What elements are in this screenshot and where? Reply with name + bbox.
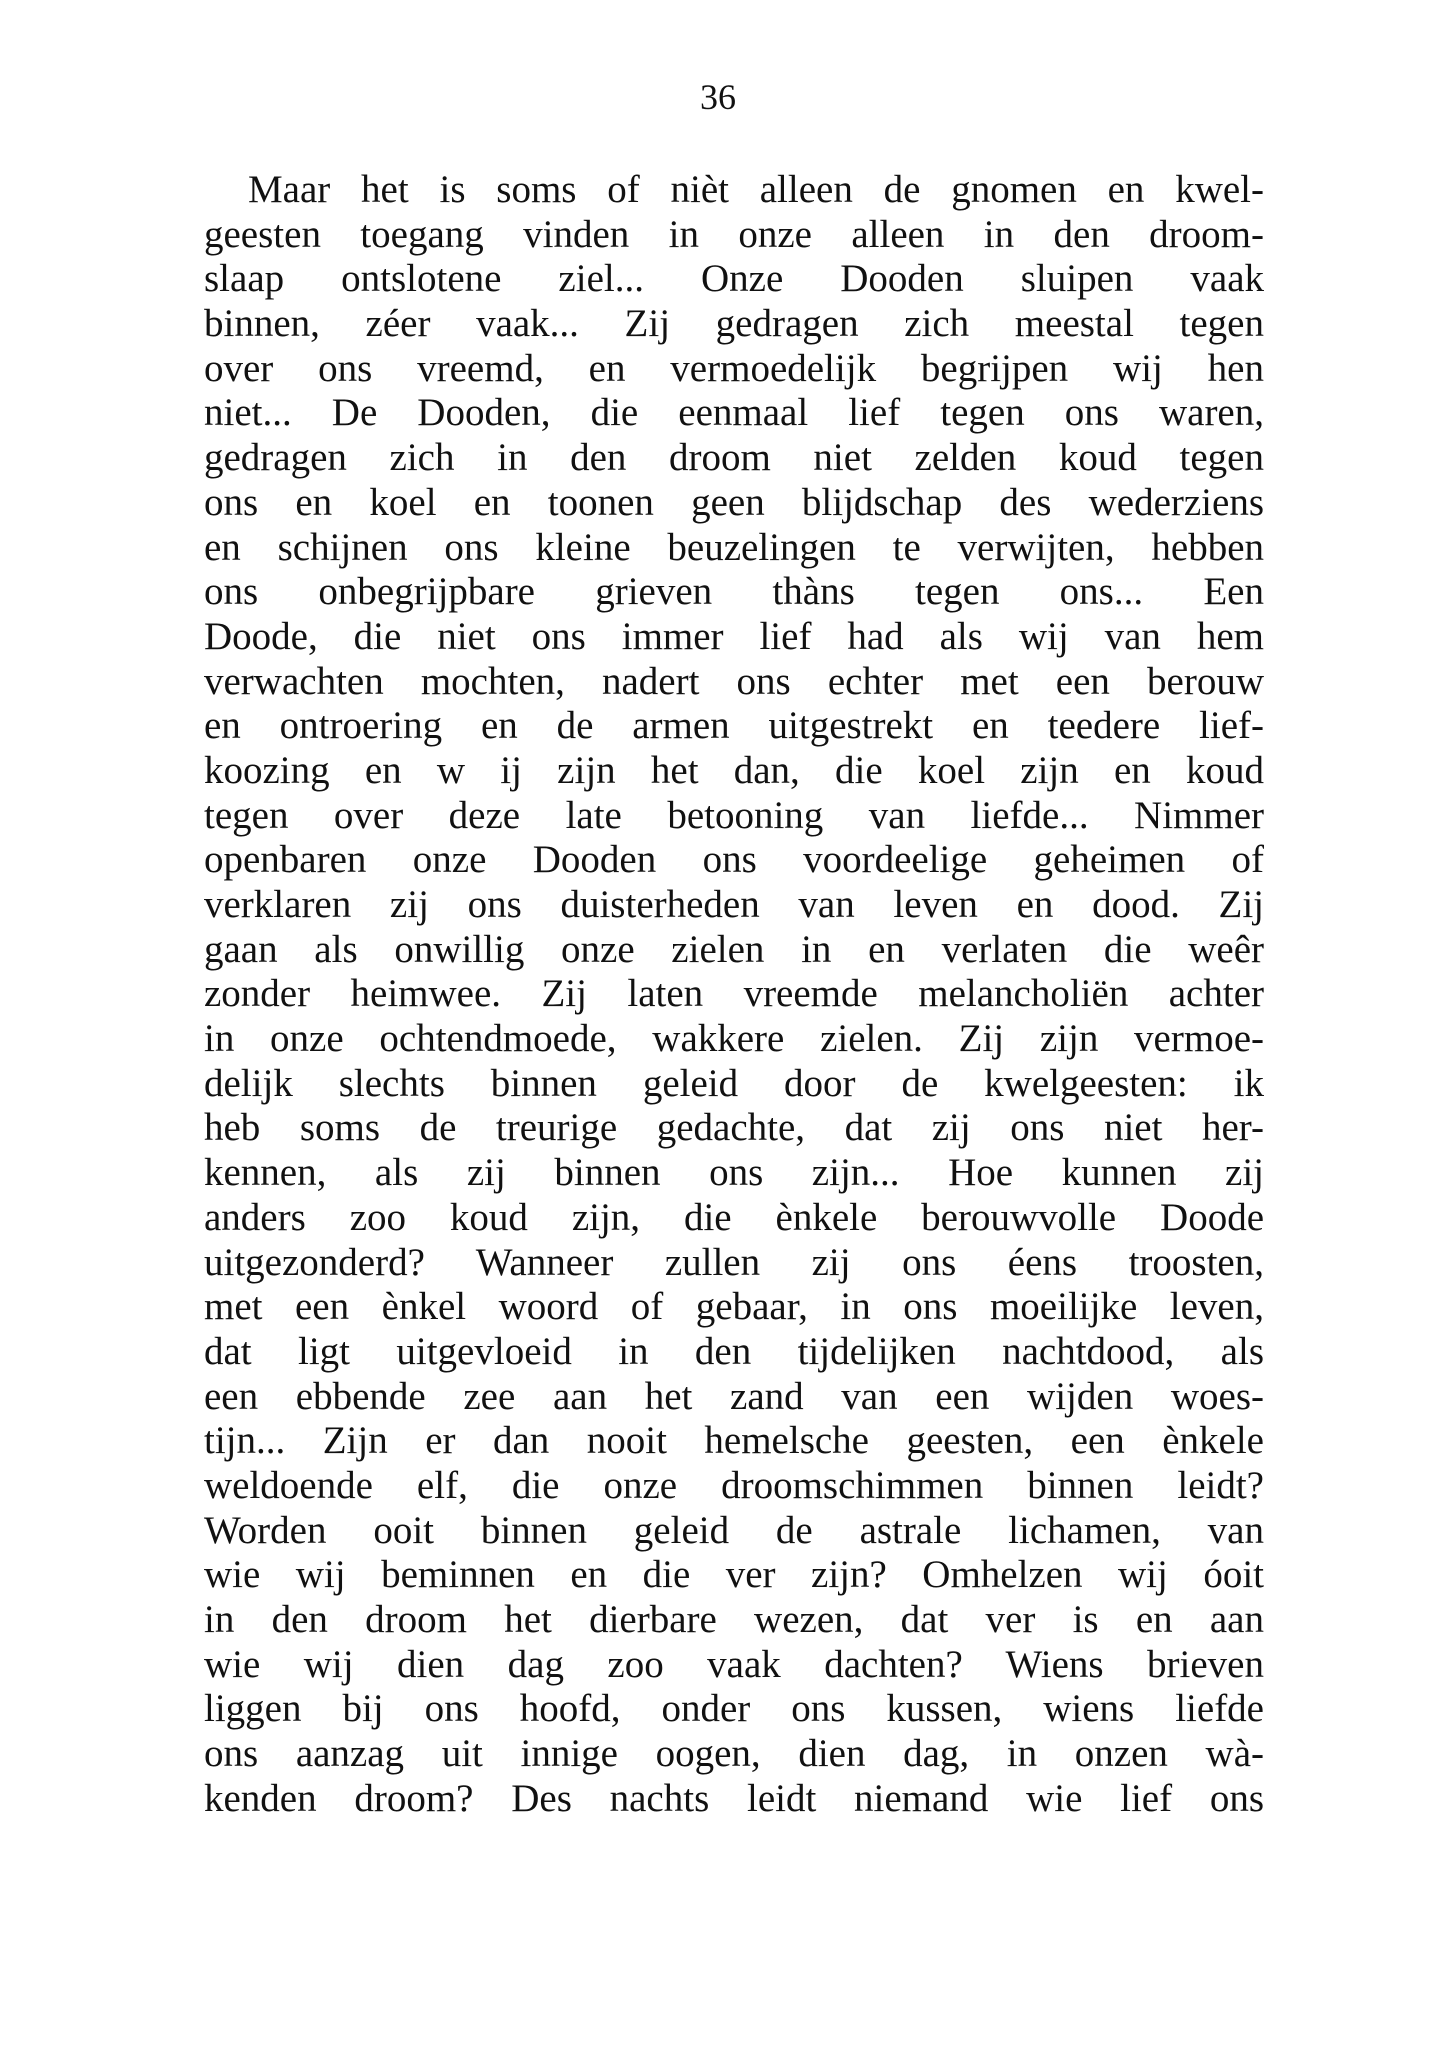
text-line: ons aanzag uit innige oogen, dien dag, in onzen wà- (204, 1732, 1264, 1776)
text-line: dat ligt uitgevloeid in den tijdelijken nachtdood, als (204, 1329, 1264, 1373)
text-line: zonder heimwee. Zij laten vreemde melancholiën achter (204, 972, 1264, 1016)
text-line: en schijnen ons kleine beuzelingen te verwijten, hebben (204, 525, 1264, 569)
text-line: tegen over deze late betooning van liefde... Nimmer (204, 793, 1264, 837)
text-line: gedragen zich in den droom niet zelden koud tegen (204, 436, 1264, 480)
body-text (204, 168, 1264, 1821)
text-line: Doode, die niet ons immer lief had als wij van hem (204, 614, 1264, 658)
text-line: heb soms de treurige gedachte, dat zij ons niet her- (204, 1106, 1264, 1150)
text-line: verklaren zij ons duisterheden van leven en dood. Zij (204, 883, 1264, 926)
text-line: anders zoo koud zijn, die ènkele berouwvolle Doode (204, 1195, 1264, 1239)
text-line: kennen, als zij binnen ons zijn... Hoe kunnen zij (204, 1151, 1264, 1195)
text-line: kenden droom? Des nachts leidt niemand wie lief ons (204, 1776, 1264, 1820)
text-line: met een ènkel woord of gebaar, in ons moeilijke leven, (204, 1285, 1264, 1329)
text-line: wie wij beminnen en die ver zijn? Omhelzen wij óoit (204, 1553, 1264, 1597)
text-line: delijk slechts binnen geleid door de kwelgeesten: ik (204, 1061, 1264, 1105)
text-line: slaap ontslotene ziel... Onze Dooden sluipen vaak (204, 257, 1264, 301)
text-line: Worden ooit binnen geleid de astrale lichamen, van (204, 1508, 1264, 1552)
text-line: uitgezonderd? Wanneer zullen zij ons éens troosten, (204, 1240, 1264, 1284)
page-number: 36 (700, 77, 736, 117)
text-line: koozing en w ij zijn het dan, die koel zijn en koud (204, 748, 1264, 792)
text-line: liggen bij ons hoofd, onder ons kussen, wiens liefde (204, 1687, 1264, 1731)
text-line: openbaren onze Dooden ons voordeelige geheimen of (204, 838, 1264, 882)
text-line: tijn... Zijn er dan nooit hemelsche geesten, een ènkele (204, 1419, 1264, 1463)
text-line: Maar het is soms of nièt alleen de gnomen en kwel- (248, 168, 1264, 211)
text-line: een ebbende zee aan het zand van een wijden woes- (204, 1374, 1264, 1418)
text-line: niet... De Dooden, die eenmaal lief tegen ons waren, (204, 391, 1264, 435)
text-line: verwachten mochten, nadert ons echter met een berouw (204, 659, 1264, 703)
text-line: binnen, zéer vaak... Zij gedragen zich meestal tegen (204, 302, 1264, 346)
text-line: wie wij dien dag zoo vaak dachten? Wiens brieven (204, 1642, 1264, 1686)
text-line: in onze ochtendmoede, wakkere zielen. Zij zijn vermoe- (204, 1017, 1264, 1061)
text-line: ons onbegrijpbare grieven thàns tegen ons... Een (204, 570, 1264, 614)
text-line: in den droom het dierbare wezen, dat ver is en aan (204, 1598, 1264, 1641)
text-line: ons en koel en toonen geen blijdschap des wederziens (204, 480, 1264, 524)
text-line: geesten toegang vinden in onze alleen in den droom- (204, 212, 1264, 256)
text-line: weldoende elf, die onze droomschimmen binnen leidt? (204, 1463, 1264, 1507)
text-line: en ontroering en de armen uitgestrekt en teedere lief- (204, 704, 1264, 748)
text-line: gaan als onwillig onze zielen in en verlaten die weêr (204, 927, 1264, 971)
text-line: over ons vreemd, en vermoedelijk begrijpen wij hen (204, 346, 1264, 390)
